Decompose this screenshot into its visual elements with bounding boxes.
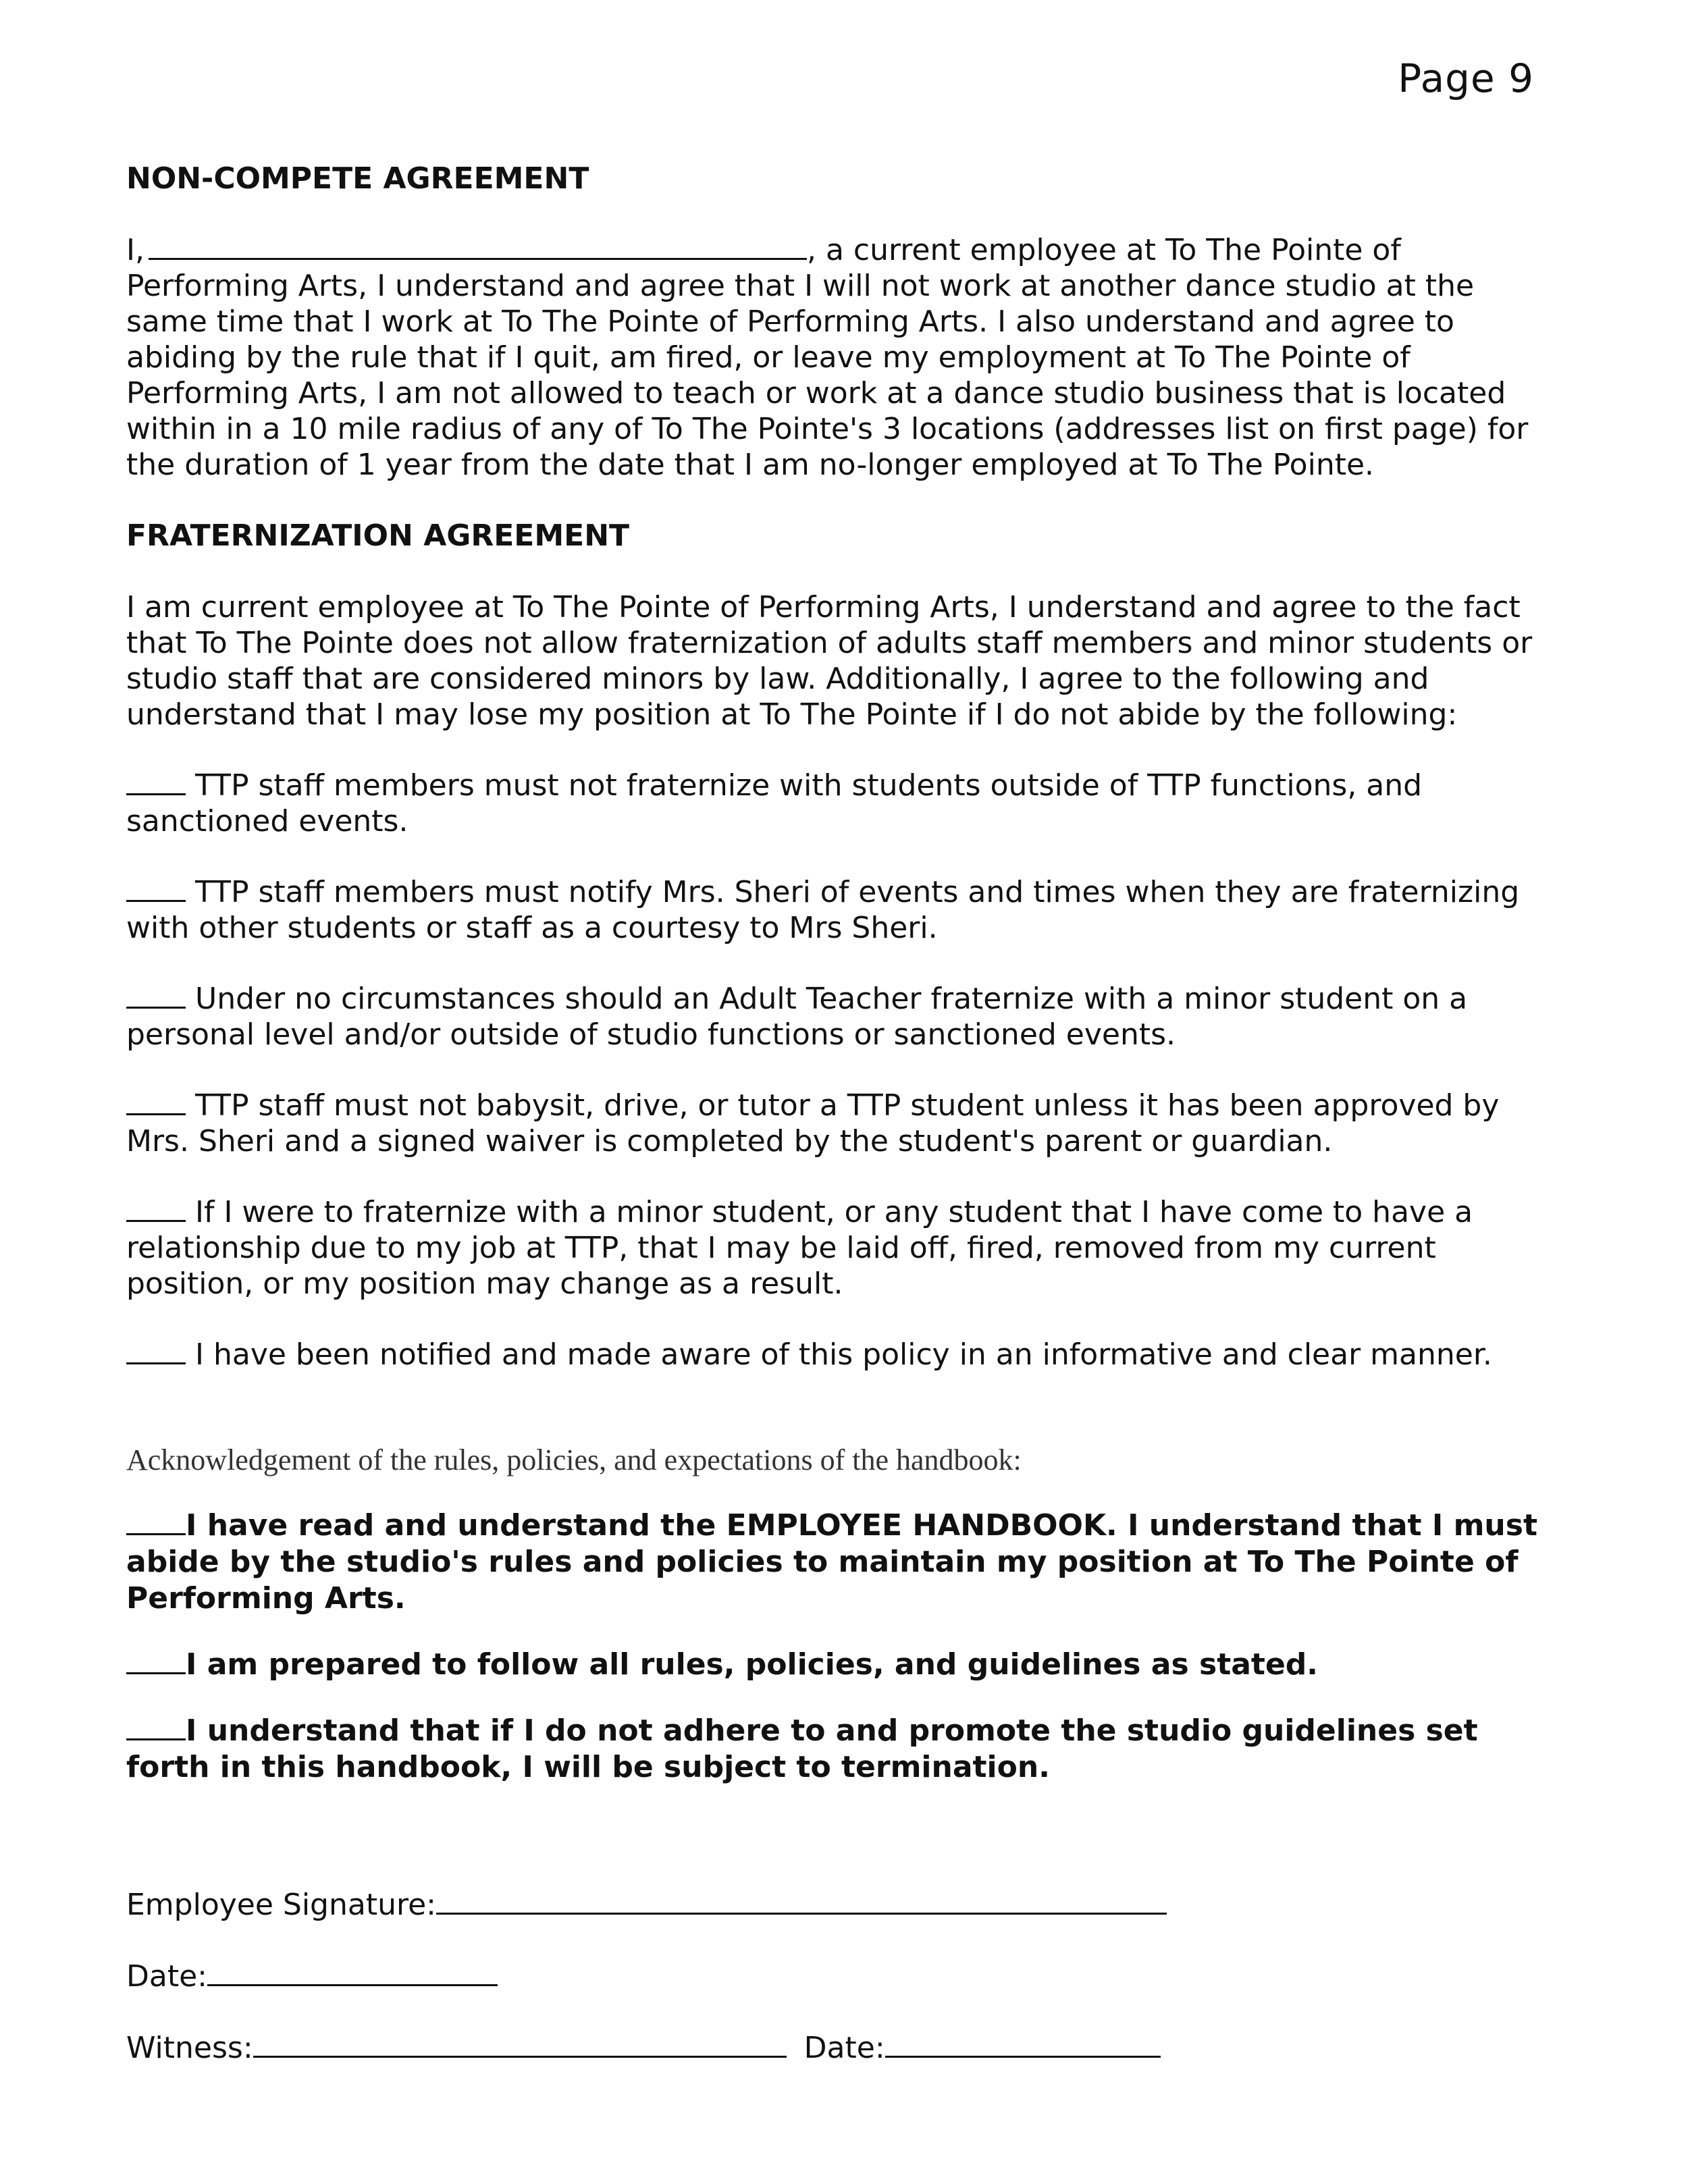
witness-date-field[interactable]: [885, 2030, 1161, 2058]
witness-field[interactable]: [253, 2030, 787, 2058]
initial-blank[interactable]: [126, 1508, 186, 1535]
non-compete-prefix: I,: [126, 233, 144, 267]
fraternization-heading: FRATERNIZATION AGREEMENT: [126, 518, 630, 553]
acknowledgement-item: [126, 1713, 1558, 1786]
fraternization-item: [126, 981, 1558, 1053]
fraternization-item: [126, 1194, 1558, 1302]
witness-date-label: Date:: [803, 2031, 885, 2065]
fraternization-item-text: TTP staff must not babysit, drive, or tutor a TTP student unless it has been approved by Mrs. Sheri and a signed waiver is completed by the student's parent or guardian.: [126, 1088, 1500, 1158]
fraternization-item: [126, 874, 1558, 946]
employee-signature-field[interactable]: [436, 1887, 1167, 1915]
employee-name-blank[interactable]: [149, 232, 807, 260]
acknowledgement-title: Acknowledgement of the rules, policies, and expectations of the handbook:: [126, 1443, 1022, 1476]
fraternization-item-text: Under no circumstances should an Adult Teacher fraternize with a minor student on a personal level and/or outside of studio functions or sanctioned events.: [126, 982, 1468, 1052]
fraternization-item: [126, 768, 1558, 839]
fraternization-item-text: If I were to fraternize with a minor student, or any student that I have come to have a relationship due to my job at TTP, that I may be laid off, fired, removed from my current position, or my position may change as a result.: [126, 1195, 1473, 1301]
witness-line: [126, 2030, 1558, 2067]
initial-blank[interactable]: [126, 874, 186, 902]
initial-blank[interactable]: [126, 981, 186, 1009]
initial-blank[interactable]: [126, 1088, 186, 1115]
acknowledgement-item: [126, 1647, 1558, 1683]
acknowledgement-item-text: I am prepared to follow all rules, policies, and guidelines as stated.: [186, 1647, 1319, 1682]
non-compete-heading: NON-COMPETE AGREEMENT: [126, 161, 589, 196]
acknowledgement-item: [126, 1508, 1558, 1617]
fraternization-item-text: I have been notified and made aware of this policy in an informative and clear manner.: [195, 1337, 1492, 1372]
initial-blank[interactable]: [126, 1337, 186, 1364]
fraternization-item-text: TTP staff members must not fraternize with students outside of TTP functions, and sanctioned events.: [126, 768, 1423, 838]
date-field[interactable]: [207, 1959, 498, 1986]
initial-blank[interactable]: [126, 768, 186, 795]
fraternization-item-text: TTP staff members must notify Mrs. Sheri of events and times when they are fraternizing with other students or staff as a courtesy to Mrs Sheri.: [126, 875, 1520, 945]
fraternization-item: [126, 1337, 1558, 1373]
date-label: Date:: [126, 1959, 207, 1994]
fraternization-item: [126, 1088, 1558, 1159]
acknowledgement-item-text: I have read and understand the EMPLOYEE HANDBOOK. I understand that I must abide by the studio's rules and policies to maintain my position at To The Pointe of Performing Arts.: [126, 1508, 1537, 1616]
initial-blank[interactable]: [126, 1647, 186, 1674]
document-body: [126, 161, 1558, 2067]
date-line: [126, 1959, 1558, 1995]
fraternization-intro: I am current employee at To The Pointe of Performing Arts, I understand and agree to the fact that To The Pointe does not allow fraternization of adults staff members and minor students or studio staff that are considered minors by law. Additionally, I agree to the following and understand that I may lose my position at To The Pointe if I do not abide by the following:: [126, 590, 1533, 732]
witness-label: Witness:: [126, 2031, 253, 2065]
employee-signature-line: [126, 1887, 1558, 1923]
acknowledgement-item-text: I understand that if I do not adhere to and promote the studio guidelines set forth in this handbook, I will be subject to termination.: [126, 1713, 1478, 1784]
employee-signature-label: Employee Signature:: [126, 1888, 436, 1922]
non-compete-body: , a current employee at To The Pointe of Performing Arts, I understand and agree that I will not work at another dance studio at the same time that I work at To The Pointe of Performing Arts. I also understand and agree to abiding by the rule that if I quit, am fired, or leave my employment at To The Pointe of Performing Arts, I am not allowed to teach or work at a dance studio business that is located within in a 10 mile radius of any of To The Pointe's 3 locations (addresses list on first page) for the duration of 1 year from the date that I am no-longer employed at To The Pointe.: [126, 233, 1529, 482]
initial-blank[interactable]: [126, 1194, 186, 1222]
non-compete-paragraph: [126, 232, 1558, 483]
initial-blank[interactable]: [126, 1713, 186, 1740]
page-number: Page 9: [1398, 55, 1534, 101]
